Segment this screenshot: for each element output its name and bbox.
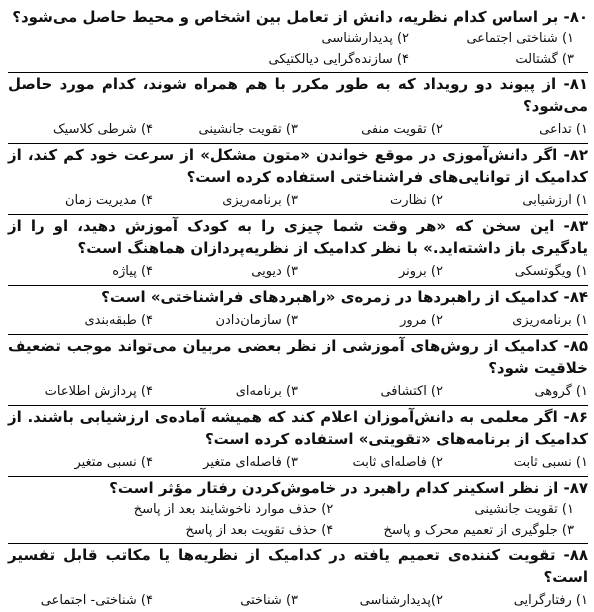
question-text: ۸۲- اگر دانش‌آموزی در موقع خواندن «متون مشکل» از سرعت خود کم کند، از کدامیک از توانایی‌های فراشناختی استفاده کرده است؟ [8,146,588,186]
question-81 [8,73,588,141]
question-87 [8,477,588,541]
question-82 [8,144,588,212]
option-1[interactable]: ۱) برنامه‌ریزی [512,312,588,328]
option-3[interactable]: ۳) فاصله‌ای متغیر [203,454,298,470]
option-1[interactable]: ۱) تداعی [539,121,588,137]
option-3[interactable]: ۳) برنامه‌ای [235,383,298,399]
option-3[interactable]: ۳) سازمان‌دادن [215,312,298,328]
option-3[interactable]: ۳) دیویی [251,263,298,279]
option-1[interactable]: ۱) گروهی [534,383,588,399]
options [244,28,588,70]
option-4[interactable]: ۴) نسبی متغیر [74,454,153,470]
option-2[interactable]: ۲) حذف موارد ناخوشایند بعد از پاسخ [133,502,334,517]
option-1[interactable]: ۱) رفتارگرایی [513,592,588,608]
question-88 [8,544,588,612]
question-text: ۸۶- اگر معلمی به دانش‌آموزان اعلام کند که همیشه آماده‌ی ارزشیابی باشند. از کدامیک از برنامه‌های «تقویتی» استفاده کرده است؟ [8,408,588,448]
options [8,259,588,283]
option-4[interactable]: ۴) سازنده‌گرایی دیالکتیکی [268,52,409,67]
option-4[interactable]: ۴) شناختی- اجتماعی [40,592,153,608]
option-4[interactable]: ۴) حذف تقویت بعد از پاسخ [185,523,334,538]
option-2[interactable]: ۲) نظارت [390,192,443,208]
option-2[interactable]: ۲) پدیدارشناسی [321,31,409,46]
options [104,499,588,541]
option-3[interactable]: ۳) برنامه‌ریزی [222,192,298,208]
option-4[interactable]: ۴) طبقه‌بندی [84,312,153,328]
option-2[interactable]: ۲) تقویت منفی [361,121,443,137]
option-1[interactable]: ۱) ارزشیابی [522,192,588,208]
option-2[interactable]: ۲) مرور [400,312,443,328]
question-text: ۸۴- کدامیک از راهبردها در زمره‌ی «راهبردهای فراشناختی» است؟ [101,288,588,306]
question-86 [8,406,588,474]
question-text: ۸۸- تقویت کننده‌ی تعمیم یافته در کدامیک از نظریه‌ها یا مکاتب قابل تفسیر است؟ [8,546,588,586]
option-3[interactable]: ۳) گشتالت [515,52,574,67]
question-text: ۸۷- از نظر اسکینر کدام راهبرد در خاموش‌کردن رفتار مؤثر است؟ [109,479,588,497]
question-text: ۸۱- از پیوند دو رویداد که به طور مکرر با هم همراه شوند، کدام مورد حاصل می‌شود؟ [8,75,588,115]
question-85 [8,335,588,403]
option-2[interactable]: ۲) فاصله‌ای ثابت [352,454,443,470]
option-4[interactable]: ۴) شرطی کلاسیک [53,121,153,137]
question-text: ۸۳- این سخن که «هر وقت شما چیزی را به کودک آموزش دهید، او را از یادگیری باز داشته‌اید.» با نظر کدامیک از نظریه‌پردازان هماهنگ است؟ [8,217,588,257]
question-80 [8,6,588,70]
option-2[interactable]: ۲) برونر [398,263,443,279]
options [8,117,588,141]
option-3[interactable]: ۳) شناختی [240,592,298,608]
question-84 [8,286,588,332]
question-text: ۸۵- کدامیک از روش‌های آموزشی از نظر بعضی مربیان می‌تواند موجب تضعیف خلاقیت شود؟ [8,337,588,377]
options [8,379,588,403]
option-4[interactable]: ۴) پیاژه [112,263,153,279]
option-4[interactable]: ۴) مدیریت زمان [64,192,153,208]
option-4[interactable]: ۴) پردازش اطلاعات [44,383,153,399]
question-text: ۸۰- بر اساس کدام نظریه، دانش از تعامل بین اشخاص و محیط حاصل می‌شود؟ [12,8,588,26]
options [8,450,588,474]
option-3[interactable]: ۳) تقویت جانشینی [198,121,298,137]
option-1[interactable]: ۱) ویگوتسکی [514,263,588,279]
options [8,188,588,212]
option-2[interactable]: ۲) اکتشافی [380,383,443,399]
question-83 [8,215,588,283]
options [8,588,588,612]
option-1[interactable]: ۱) تقویت جانشینی [474,502,574,517]
option-1[interactable]: ۱) شناختی اجتماعی [466,31,574,46]
option-1[interactable]: ۱) نسبی ثابت [513,454,588,470]
option-2[interactable]: ۲)پدیدارشناسی [359,592,443,608]
options [8,308,588,332]
option-3[interactable]: ۳) جلوگیری از تعمیم محرک و پاسخ [383,523,574,538]
